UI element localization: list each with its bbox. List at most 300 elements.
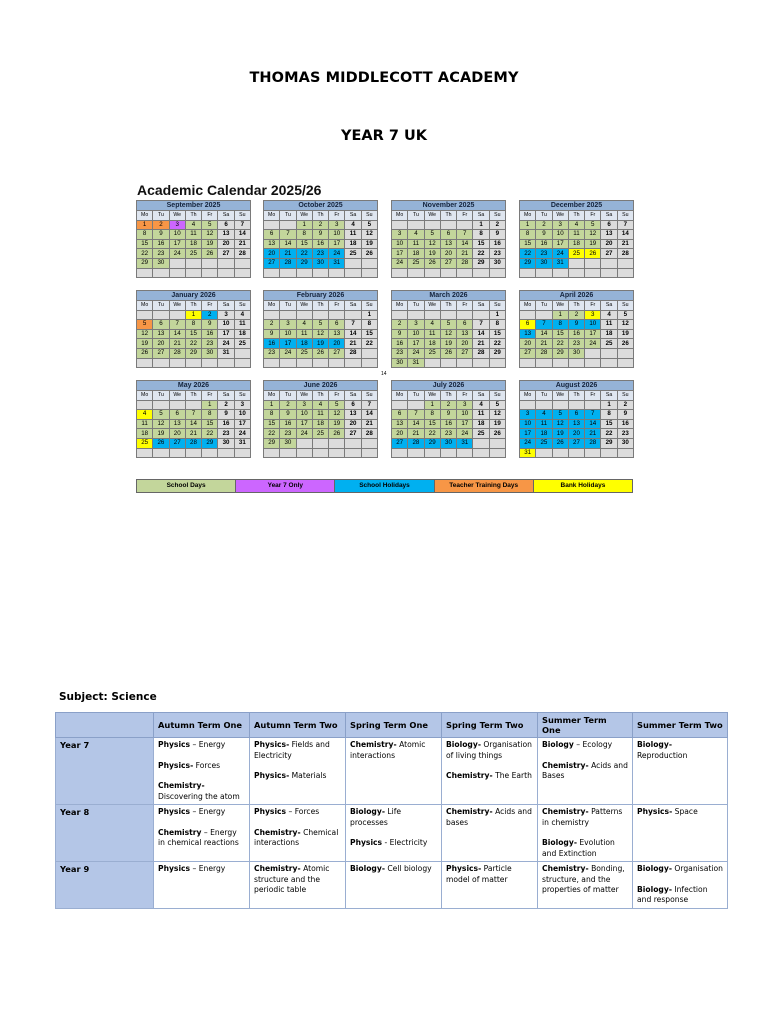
calendar-day: 26 [617,339,633,349]
empty-day [424,448,440,458]
calendar-day: 28 [169,348,185,358]
calendar-day: 31 [552,258,568,268]
topic-subject: Physics [158,740,191,749]
column-header: Summer Term Two [633,713,728,738]
weekday-label: We [424,391,440,401]
weekday-label: Sa [218,211,234,221]
calendar-day: 10 [392,239,408,249]
weekday-label: We [169,391,185,401]
topic-subject: Chemistry- [446,807,493,816]
topic-subject: Chemistry- [254,827,301,837]
weekday-label: Mo [392,301,408,311]
empty-day [408,268,424,278]
calendar-day: 29 [296,258,312,268]
calendar-day: 16 [489,239,505,249]
calendar-day: 10 [296,410,312,420]
month-calendar [263,380,378,458]
topic-cell [154,805,250,862]
calendar-day: 1 [601,400,617,410]
weekday-label: Th [568,391,584,401]
empty-day [520,310,536,320]
topic-entry [637,740,723,761]
topic-title: Cell biology [384,864,432,873]
calendar-legend [136,479,633,493]
calendar-day: 4 [601,310,617,320]
calendar-day: 25 [234,339,250,349]
empty-day [361,268,377,278]
weekday-label: Su [489,301,505,311]
calendar-day: 14 [473,329,489,339]
calendar-day: 17 [234,419,250,429]
weekday-label: Fr [457,211,473,221]
calendar-day: 28 [408,438,424,448]
weekday-label: Fr [457,301,473,311]
empty-day [617,448,633,458]
weekday-label: Fr [457,391,473,401]
calendar-day: 25 [601,339,617,349]
empty-day [169,258,185,268]
calendar-day: 6 [153,320,169,330]
topic-cell [346,805,442,862]
calendar-day: 1 [552,310,568,320]
empty-day [329,448,345,458]
calendar-day: 6 [218,220,234,230]
empty-day [520,400,536,410]
table-header-row [56,713,728,738]
calendar-day: 16 [218,419,234,429]
calendar-day: 16 [153,239,169,249]
empty-day [345,438,361,448]
calendar-day: 22 [137,249,153,259]
empty-day [296,310,312,320]
calendar-day: 22 [185,339,201,349]
weekday-label: We [552,391,568,401]
calendar-day: 3 [552,220,568,230]
calendar-day: 9 [218,410,234,420]
calendar-day: 23 [280,429,296,439]
topic-subject: Chemistry- [446,771,493,780]
calendar-day: 10 [457,410,473,420]
weekday-label: Fr [329,391,345,401]
empty-day [552,358,568,368]
column-header: Spring Term Two [442,713,538,738]
topic-entry [254,864,341,896]
calendar-day: 23 [153,249,169,259]
topic-title: Reproduction [637,750,688,760]
calendar-day: 23 [536,249,552,259]
calendar-day: 11 [601,320,617,330]
calendar-day: 24 [296,429,312,439]
empty-day [153,448,169,458]
weekday-label: We [424,211,440,221]
empty-day [601,268,617,278]
calendar-day: 17 [457,419,473,429]
weekday-label: We [169,301,185,311]
calendar-day: 28 [185,438,201,448]
empty-day [234,358,250,368]
calendar-day: 6 [601,220,617,230]
calendar-day: 21 [234,239,250,249]
empty-day [169,448,185,458]
calendar-day: 15 [489,329,505,339]
calendar-day: 10 [408,329,424,339]
calendar-day: 19 [137,339,153,349]
calendar-day: 11 [408,239,424,249]
empty-day [234,448,250,458]
month-calendar [519,290,634,368]
topic-title: Fields and Electricity [254,740,330,760]
calendar-day: 16 [568,329,584,339]
calendar-day: 27 [568,438,584,448]
calendar-day: 20 [264,249,280,259]
calendar-day: 12 [137,329,153,339]
topic-subject: Chemistry- [542,807,589,816]
topic-subject: Biology [542,740,574,749]
empty-day [137,268,153,278]
calendar-day: 9 [489,230,505,240]
empty-day [185,258,201,268]
legend-item: Teacher Training Days [435,480,534,492]
empty-day [137,310,153,320]
empty-day [617,348,633,358]
weekday-label: Sa [473,391,489,401]
calendar-day: 15 [552,329,568,339]
empty-day [202,268,218,278]
calendar-day: 19 [153,429,169,439]
calendar-day: 21 [585,429,601,439]
calendar-day: 21 [185,429,201,439]
calendar-day: 1 [489,310,505,320]
calendar-day: 30 [617,438,633,448]
calendar-day: 4 [137,410,153,420]
calendar-day: 23 [489,249,505,259]
calendar-day: 4 [473,400,489,410]
weekday-label: Fr [202,301,218,311]
topic-entry [637,885,723,906]
calendar-day: 21 [280,249,296,259]
calendar-day: 1 [520,220,536,230]
calendar-day: 9 [202,320,218,330]
calendar-day: 14 [536,329,552,339]
empty-day [312,310,328,320]
calendar-day: 28 [280,258,296,268]
empty-day [424,358,440,368]
month-name: March 2026 [392,291,506,301]
calendar-day: 20 [440,249,456,259]
calendar-day: 30 [218,438,234,448]
weekday-label: Mo [137,211,153,221]
calendar-day: 18 [137,429,153,439]
calendar-title: Academic Calendar 2025/26 [137,182,322,198]
calendar-day: 15 [185,329,201,339]
calendar-day: 11 [185,230,201,240]
calendar-day: 29 [552,348,568,358]
empty-day [520,358,536,368]
topic-cell [250,805,346,862]
calendar-day: 29 [202,438,218,448]
empty-day [296,358,312,368]
calendar-day: 12 [153,419,169,429]
empty-day [408,310,424,320]
calendar-day: 4 [234,310,250,320]
calendar-day: 8 [473,230,489,240]
empty-day [568,448,584,458]
calendar-day: 22 [296,249,312,259]
calendar-day: 24 [520,438,536,448]
calendar-day: 14 [185,419,201,429]
weekday-label: Fr [585,211,601,221]
calendar-day: 22 [601,429,617,439]
calendar-day: 20 [520,339,536,349]
table-row [56,805,728,862]
empty-day [536,358,552,368]
calendar-day: 2 [202,310,218,320]
month-name: June 2026 [264,381,378,391]
empty-day [585,358,601,368]
topic-entry [542,740,628,751]
weekday-label: Su [361,211,377,221]
empty-day [585,400,601,410]
empty-day [312,438,328,448]
empty-day [568,358,584,368]
calendar-day: 19 [424,249,440,259]
weekday-label: Mo [520,211,536,221]
calendar-day: 31 [329,258,345,268]
calendar-day: 29 [185,348,201,358]
empty-day [601,258,617,268]
topic-entry [254,828,341,849]
calendar-day: 13 [520,329,536,339]
topic-cell [346,862,442,909]
topic-subject: Biology- [446,740,481,749]
calendar-day: 20 [601,239,617,249]
weekday-label: Tu [408,211,424,221]
weekday-label: Tu [153,211,169,221]
topic-title: Organisation of living things [446,740,532,760]
calendar-day: 26 [137,348,153,358]
calendar-day: 19 [361,239,377,249]
weekday-label: Su [617,301,633,311]
calendar-day: 3 [280,320,296,330]
calendar-day: 16 [202,329,218,339]
calendar-day: 6 [457,320,473,330]
empty-day [392,400,408,410]
month-calendar [136,380,251,458]
calendar-day: 17 [169,239,185,249]
calendar-day: 15 [137,239,153,249]
empty-day [169,358,185,368]
topic-title: Forces [193,760,221,770]
empty-day [585,448,601,458]
column-header: Spring Term One [346,713,442,738]
calendar-day: 13 [457,329,473,339]
weekday-label: Th [568,301,584,311]
month-calendar [391,380,506,458]
calendar-day: 24 [169,249,185,259]
calendar-day: 26 [552,438,568,448]
calendar-day: 24 [585,339,601,349]
weekday-label: Tu [536,301,552,311]
empty-day [408,400,424,410]
weekday-label: Sa [345,211,361,221]
calendar-day: 13 [153,329,169,339]
empty-day [424,220,440,230]
calendar-day: 24 [218,339,234,349]
empty-day [440,268,456,278]
topic-entry [158,740,245,751]
weekday-label: Mo [264,301,280,311]
topic-title: - Electricity [382,838,428,847]
weekday-label: Mo [137,391,153,401]
empty-day [617,258,633,268]
topic-subject: Physics [158,807,191,816]
calendar-day: 18 [345,239,361,249]
calendar-day: 27 [392,438,408,448]
calendar-day: 18 [234,329,250,339]
empty-day [137,448,153,458]
calendar-day: 20 [457,339,473,349]
calendar-day: 28 [585,438,601,448]
topic-entry [158,761,245,772]
empty-day [329,438,345,448]
weekday-label: We [424,301,440,311]
calendar-day: 1 [296,220,312,230]
empty-day [457,310,473,320]
weekday-label: Fr [202,211,218,221]
calendar-day: 18 [536,429,552,439]
topic-entry [254,807,341,818]
empty-day [520,268,536,278]
calendar-day: 28 [361,429,377,439]
calendar-day: 18 [408,249,424,259]
calendar-day: 24 [234,429,250,439]
calendar-day: 23 [264,348,280,358]
topic-subject: Chemistry- [542,760,589,770]
calendar-day: 17 [585,329,601,339]
topic-subject: Chemistry [158,827,202,837]
empty-day [489,448,505,458]
calendar-day: 8 [202,410,218,420]
empty-day [408,448,424,458]
calendar-day: 27 [153,348,169,358]
empty-day [329,358,345,368]
table-row [56,738,728,805]
calendar-day: 2 [280,400,296,410]
calendar-day: 8 [137,230,153,240]
weekday-label: Mo [392,391,408,401]
weekday-label: Mo [520,301,536,311]
calendar-day: 24 [408,348,424,358]
month-name: November 2025 [392,201,506,211]
weekday-label: Sa [473,301,489,311]
calendar-day: 14 [408,419,424,429]
calendar-day: 15 [601,419,617,429]
calendar-day: 30 [153,258,169,268]
empty-day [601,348,617,358]
empty-day [153,358,169,368]
topic-entry [158,781,245,802]
calendar-day: 20 [153,339,169,349]
calendar-day: 20 [329,339,345,349]
empty-day [234,348,250,358]
calendar-day: 17 [280,339,296,349]
weekday-label: Th [312,301,328,311]
calendar-day: 2 [264,320,280,330]
calendar-day: 2 [568,310,584,320]
topic-cell [538,805,633,862]
topic-subject: Biology- [350,864,385,873]
calendar-day: 7 [185,410,201,420]
empty-day [601,358,617,368]
calendar-day: 25 [536,438,552,448]
weekday-label: Fr [585,301,601,311]
empty-day [137,400,153,410]
calendar-day: 12 [424,239,440,249]
calendar-day: 26 [361,249,377,259]
calendar-day: 6 [329,320,345,330]
calendar-day: 1 [202,400,218,410]
weekday-label: Su [489,211,505,221]
topic-title: – Forces [286,807,320,816]
calendar-day: 1 [185,310,201,320]
topic-title: Acids and bases [446,807,532,827]
calendar-day: 18 [601,329,617,339]
calendar-day: 30 [536,258,552,268]
calendar-day: 21 [536,339,552,349]
empty-day [440,448,456,458]
empty-day [408,220,424,230]
weekday-label: Tu [280,301,296,311]
calendar-day: 19 [585,239,601,249]
weekday-label: Th [440,391,456,401]
empty-day [218,268,234,278]
calendar-day: 31 [457,438,473,448]
empty-day [617,268,633,278]
calendar-day: 22 [552,339,568,349]
calendar-day: 4 [408,230,424,240]
empty-day [329,310,345,320]
calendar-day: 30 [440,438,456,448]
topic-cell [250,738,346,805]
calendar-day: 11 [296,329,312,339]
weekday-label: Mo [137,301,153,311]
calendar-day: 19 [329,419,345,429]
calendar-day: 16 [392,339,408,349]
calendar-day: 31 [234,438,250,448]
calendar-day: 31 [218,348,234,358]
empty-day [280,220,296,230]
topic-subject: Physics- [254,740,290,749]
table-row [56,862,728,909]
weekday-label: We [296,391,312,401]
topic-subject: Chemistry- [350,740,397,749]
topic-cell [538,738,633,805]
month-name: August 2026 [520,381,634,391]
empty-day [568,268,584,278]
calendar-day: 26 [202,249,218,259]
calendar-day: 8 [552,320,568,330]
empty-day [280,268,296,278]
empty-day [280,310,296,320]
calendar-day: 30 [312,258,328,268]
calendar-day: 2 [536,220,552,230]
weekday-label: Tu [536,211,552,221]
empty-day [312,448,328,458]
calendar-day: 29 [489,348,505,358]
calendar-day: 4 [345,220,361,230]
calendar-day: 3 [329,220,345,230]
calendar-day: 27 [601,249,617,259]
